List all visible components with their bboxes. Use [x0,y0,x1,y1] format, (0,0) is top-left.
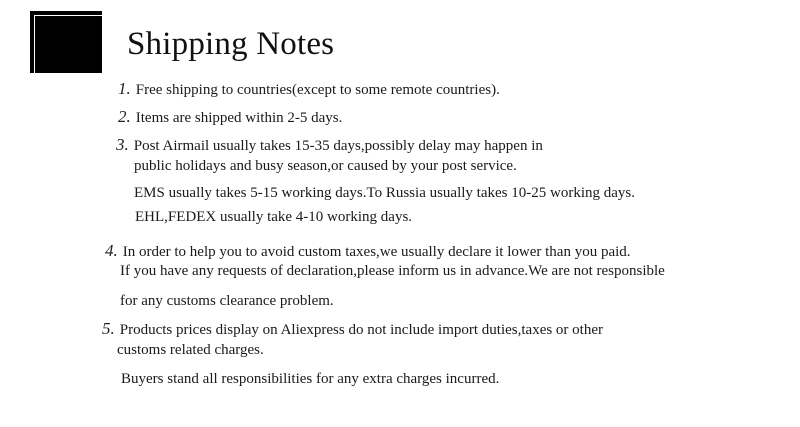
note-2-text: Items are shipped within 2-5 days. [135,110,343,126]
note-5-text-1: Products prices display on Aliexpress do not include import duties,taxes or other [119,322,604,338]
page-title: Shipping Notes [127,26,335,62]
note-4-line-2: If you have any requests of declaration,please inform us in advance.We are not responsible [120,263,665,279]
note-2-line-1 [118,108,342,127]
note-5-number: 5. [102,319,115,338]
note-5-line-3: Buyers stand all responsibilities for any extra charges incurred. [121,371,500,387]
note-4-line-1 [105,242,631,261]
note-1-line-1 [118,80,500,99]
note-4-line-3: for any customs clearance problem. [120,293,334,309]
note-3-line-2: public holidays and busy season,or caused by your post service. [134,158,517,174]
logo-square [30,11,102,73]
note-4-number: 4. [105,241,118,260]
note-3-line-3: EMS usually takes 5-15 working days.To Russia usually takes 10-25 working days. [134,185,635,201]
note-5-line-1 [102,320,603,339]
note-5-line-2: customs related charges. [117,342,264,358]
note-4-text-1: In order to help you to avoid custom taxes,we usually declare it lower than you paid. [122,244,631,260]
note-3-line-1 [116,136,543,155]
note-3-text-1: Post Airmail usually takes 15-35 days,possibly delay may happen in [133,138,543,154]
note-3-number: 3. [116,135,129,154]
note-3-line-4: EHL,FEDEX usually take 4-10 working days. [135,209,413,225]
note-1-number: 1. [118,79,131,98]
note-1-text: Free shipping to countries(except to some remote countries). [135,82,500,98]
note-2-number: 2. [118,107,131,126]
logo-inner-outline [34,15,102,73]
